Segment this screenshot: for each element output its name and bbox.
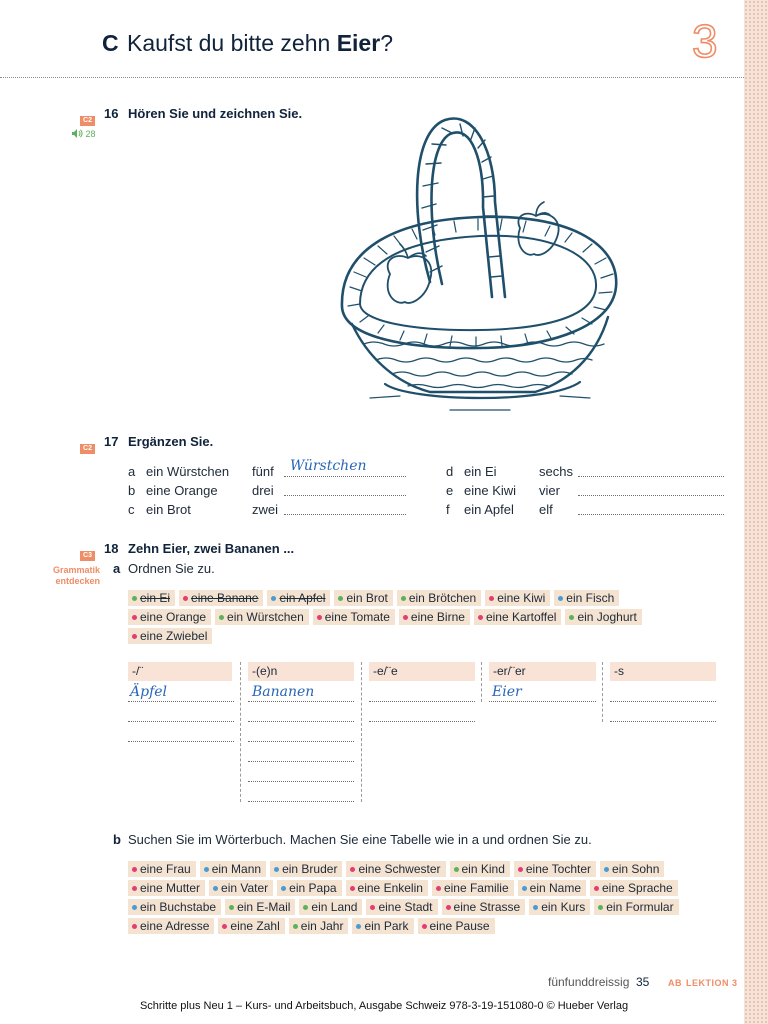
word-chip[interactable]	[267, 590, 330, 606]
word-chip-label: ein Jahr	[300, 919, 344, 933]
ex17-item-noun: ein Ei	[464, 464, 497, 479]
word-chip-label: eine Schwester	[358, 862, 441, 876]
ex17-answer-line[interactable]	[578, 495, 724, 496]
word-chip[interactable]	[128, 918, 214, 934]
word-chip[interactable]	[366, 899, 437, 915]
word-chip[interactable]	[128, 628, 212, 644]
gender-dot-icon	[132, 596, 137, 601]
word-chip[interactable]	[565, 609, 641, 625]
word-chip-label: ein Sohn	[612, 862, 660, 876]
word-chip-label: eine Mutter	[140, 881, 201, 895]
word-chip-label: ein Joghurt	[577, 610, 637, 624]
ex17-item-noun: ein Würstchen	[146, 464, 230, 479]
footer-credit: Schritte plus Neu 1 – Kurs- und Arbeitsbuch, Ausgabe Schweiz 978-3-19-151080-0 © Hueber Verlag	[139, 1000, 629, 1012]
word-chip-label: eine Zwiebel	[140, 629, 208, 643]
word-chip[interactable]	[346, 861, 445, 877]
ex17-item-number-word: fünf	[252, 464, 274, 479]
gender-dot-icon	[533, 905, 538, 910]
plural-line[interactable]	[248, 801, 354, 802]
gender-dot-icon	[478, 615, 483, 620]
word-chip[interactable]	[554, 590, 619, 606]
gender-dot-icon	[293, 924, 298, 929]
word-chip[interactable]	[334, 590, 392, 606]
footer-page-word: fünfunddreissig	[548, 975, 630, 989]
word-chip-label: eine Stadt	[378, 900, 433, 914]
gender-dot-icon	[436, 886, 441, 891]
gender-dot-icon	[558, 596, 563, 601]
ex18-title: Zehn Eier, zwei Bananen ...	[128, 541, 295, 556]
word-chip-label: ein Apfel	[279, 591, 326, 605]
word-chip[interactable]	[485, 590, 550, 606]
word-chip[interactable]	[179, 590, 263, 606]
gender-dot-icon	[222, 924, 227, 929]
ex17-item-letter: b	[128, 483, 136, 498]
word-chip[interactable]	[289, 918, 349, 934]
word-chip-label: ein Mann	[211, 862, 262, 876]
word-chip-label: eine Banane	[191, 591, 259, 605]
gender-dot-icon	[204, 867, 209, 872]
ex18b-instruction: Suchen Sie im Wörterbuch. Machen Sie eine Tabelle wie in a und ordnen Sie zu.	[128, 832, 592, 847]
gender-dot-icon	[522, 886, 527, 891]
column-separator	[481, 662, 482, 702]
plural-column-head: -s	[610, 662, 716, 681]
word-chip-label: ein Formular	[606, 900, 674, 914]
gender-dot-icon	[350, 867, 355, 872]
gender-dot-icon	[183, 596, 188, 601]
ex17-item-number-word: zwei	[252, 502, 279, 517]
word-chip-label: ein Kurs	[541, 900, 586, 914]
ex17-item-noun: eine Orange	[146, 483, 218, 498]
plural-line[interactable]	[610, 721, 716, 722]
ex17-item-letter: f	[446, 502, 450, 517]
word-chip-label: eine Orange	[140, 610, 207, 624]
plural-column-head: -er/¨er	[489, 662, 596, 681]
section-letter: C	[102, 30, 119, 56]
word-chip-label: eine Pause	[429, 919, 490, 933]
gender-dot-icon	[229, 905, 234, 910]
ex17-item-noun: ein Brot	[146, 502, 191, 517]
plural-column-head: -e/¨e	[369, 662, 475, 681]
word-chip[interactable]	[128, 861, 196, 877]
word-chip-label: eine Sprache	[602, 881, 673, 895]
word-chip-label: ein Brötchen	[408, 591, 477, 605]
word-chip-label: ein Kind	[461, 862, 505, 876]
gender-dot-icon	[132, 905, 137, 910]
audio-track[interactable]	[72, 129, 96, 140]
ex17-tag: C2	[80, 437, 95, 455]
gender-dot-icon	[303, 905, 308, 910]
word-chip-label: eine Tomate	[324, 610, 390, 624]
gender-dot-icon	[271, 596, 276, 601]
ex16-number: 16	[104, 106, 119, 121]
plural-answer: Eier	[492, 684, 522, 700]
plural-line[interactable]	[128, 721, 234, 722]
ex18a-instruction: Ordnen Sie zu.	[128, 561, 215, 576]
word-chip[interactable]	[514, 861, 596, 877]
gender-dot-icon	[281, 886, 286, 891]
word-chip-label: eine Zahl	[230, 919, 280, 933]
word-chip[interactable]	[299, 899, 362, 915]
gender-dot-icon	[401, 596, 406, 601]
gender-dot-icon	[454, 867, 459, 872]
speaker-icon	[72, 129, 83, 140]
ex18-number: 18	[104, 541, 119, 556]
plural-line[interactable]	[128, 741, 234, 742]
gender-dot-icon	[489, 596, 494, 601]
ex17-answer: Würstchen	[290, 458, 367, 474]
word-chip[interactable]	[442, 899, 526, 915]
plural-line[interactable]	[248, 701, 354, 702]
word-chip[interactable]	[218, 918, 284, 934]
word-chip-label: ein Ei	[140, 591, 171, 605]
word-chip[interactable]	[128, 880, 205, 896]
word-chip-label: eine Tochter	[525, 862, 592, 876]
ex17-answer-line[interactable]	[284, 476, 406, 477]
gender-dot-icon	[403, 615, 408, 620]
page-title	[127, 30, 393, 57]
ex17-answer-line[interactable]	[578, 476, 724, 477]
gender-dot-icon	[132, 867, 137, 872]
ex17-item-number-word: drei	[252, 483, 274, 498]
plural-line[interactable]	[610, 701, 716, 702]
plural-line[interactable]	[248, 741, 354, 742]
page-title-bold: Eier	[336, 30, 381, 56]
word-chip[interactable]	[128, 590, 175, 606]
ex17-answer-line[interactable]	[284, 514, 406, 515]
ex17-item-noun: eine Kiwi	[464, 483, 517, 498]
word-chip[interactable]	[518, 880, 586, 896]
footer-page-number: 35	[636, 975, 650, 989]
gender-dot-icon	[446, 905, 451, 910]
plural-answer: Äpfel	[130, 684, 168, 700]
word-chip[interactable]	[128, 899, 221, 915]
lesson-number: 3	[692, 15, 718, 67]
ex17-item-letter: a	[128, 464, 136, 479]
word-chip-label: ein Papa	[289, 881, 337, 895]
word-chip-label: ein Name	[529, 881, 581, 895]
plural-line[interactable]	[248, 781, 354, 782]
gender-dot-icon	[518, 867, 523, 872]
word-chip[interactable]	[590, 880, 678, 896]
gender-dot-icon	[274, 867, 279, 872]
word-chip[interactable]	[225, 899, 295, 915]
plural-line[interactable]	[369, 701, 475, 702]
column-separator	[602, 662, 603, 722]
gender-dot-icon	[594, 886, 599, 891]
plural-line[interactable]	[128, 701, 234, 702]
word-chip[interactable]	[215, 609, 309, 625]
ex17-number: 17	[104, 434, 119, 449]
header-divider	[0, 77, 744, 78]
word-chip-label: ein Würstchen	[227, 610, 304, 624]
word-chip-label: eine Familie	[443, 881, 509, 895]
word-chip[interactable]	[346, 880, 428, 896]
word-chip-label: ein Fisch	[566, 591, 615, 605]
ex17-item-noun: ein Apfel	[464, 502, 514, 517]
column-separator	[240, 662, 241, 802]
word-chip[interactable]	[529, 899, 590, 915]
gender-dot-icon	[356, 924, 361, 929]
ex18b-word-bank	[128, 861, 698, 934]
word-chip[interactable]	[418, 918, 495, 934]
word-chip-label: ein Land	[311, 900, 358, 914]
word-chip[interactable]	[313, 609, 395, 625]
word-chip-label: ein E-Mail	[237, 900, 291, 914]
gender-dot-icon	[370, 905, 375, 910]
ex17-item-number-word: vier	[539, 483, 560, 498]
word-chip[interactable]	[128, 609, 211, 625]
word-chip-label: eine Frau	[140, 862, 191, 876]
word-chip[interactable]	[200, 861, 266, 877]
page-title-start: Kaufst du bitte zehn	[127, 30, 337, 56]
ex18-tag: C3	[80, 544, 95, 562]
word-chip-label: eine Enkelin	[357, 881, 423, 895]
plural-line[interactable]	[489, 701, 596, 702]
word-chip-label: eine Strasse	[453, 900, 521, 914]
ex16-title: Hören Sie und zeichnen Sie.	[128, 106, 303, 121]
word-chip[interactable]	[450, 861, 510, 877]
ex17-item-letter: e	[446, 483, 454, 498]
ex17-title: Ergänzen Sie.	[128, 434, 214, 449]
audio-track-number: 28	[85, 129, 96, 139]
gender-dot-icon	[350, 886, 355, 891]
gender-dot-icon	[598, 905, 603, 910]
gender-dot-icon	[219, 615, 224, 620]
gender-dot-icon	[317, 615, 322, 620]
grammar-side-label: Grammatik entdecken	[52, 565, 100, 586]
word-chip-label: ein Buchstabe	[140, 900, 217, 914]
ex18a-letter: a	[113, 561, 121, 576]
ex17-item-letter: c	[128, 502, 135, 517]
gender-dot-icon	[132, 886, 137, 891]
footer-lesson-label: LEKTION 3	[686, 978, 738, 988]
plural-column-head: -(e)n	[248, 662, 354, 681]
ex17-item-number-word: elf	[539, 502, 553, 517]
word-chip[interactable]	[600, 861, 664, 877]
plural-line[interactable]	[248, 761, 354, 762]
ex17-answer-line[interactable]	[578, 514, 724, 515]
footer-ab-label: AB	[668, 978, 682, 988]
gender-dot-icon	[338, 596, 343, 601]
gender-dot-icon	[604, 867, 609, 872]
ex17-answer-line[interactable]	[284, 495, 406, 496]
word-chip[interactable]	[277, 880, 341, 896]
ex18b-letter: b	[113, 832, 121, 847]
word-chip-label: ein Vater	[221, 881, 269, 895]
basket-illustration	[330, 112, 630, 414]
word-chip[interactable]	[209, 880, 273, 896]
word-chip-label: eine Birne	[410, 610, 465, 624]
column-separator	[361, 662, 362, 802]
plural-line[interactable]	[369, 721, 475, 722]
word-chip-label: ein Bruder	[282, 862, 338, 876]
word-chip-label: eine Kiwi	[497, 591, 546, 605]
word-chip[interactable]	[352, 918, 413, 934]
word-chip-label: eine Kartoffel	[485, 610, 557, 624]
word-chip[interactable]	[432, 880, 514, 896]
side-decoration-strip	[744, 0, 768, 1024]
word-chip-label: eine Adresse	[140, 919, 210, 933]
ex18a-word-bank	[128, 590, 668, 644]
plural-line[interactable]	[248, 721, 354, 722]
word-chip[interactable]	[270, 861, 342, 877]
word-chip[interactable]	[594, 899, 678, 915]
ex16-tag: C2	[80, 109, 95, 127]
gender-dot-icon	[569, 615, 574, 620]
word-chip-label: ein Brot	[346, 591, 388, 605]
gender-dot-icon	[132, 924, 137, 929]
word-chip[interactable]	[474, 609, 562, 625]
word-chip[interactable]	[399, 609, 470, 625]
plural-answer: Bananen	[252, 684, 315, 700]
page-title-end: ?	[380, 30, 393, 56]
gender-dot-icon	[213, 886, 218, 891]
word-chip[interactable]	[397, 590, 481, 606]
word-chip-label: ein Park	[364, 919, 409, 933]
ex17-item-number-word: sechs	[539, 464, 573, 479]
gender-dot-icon	[132, 634, 137, 639]
gender-dot-icon	[132, 615, 137, 620]
gender-dot-icon	[422, 924, 427, 929]
ex17-item-letter: d	[446, 464, 454, 479]
plural-column-head: -/¨	[128, 662, 232, 681]
